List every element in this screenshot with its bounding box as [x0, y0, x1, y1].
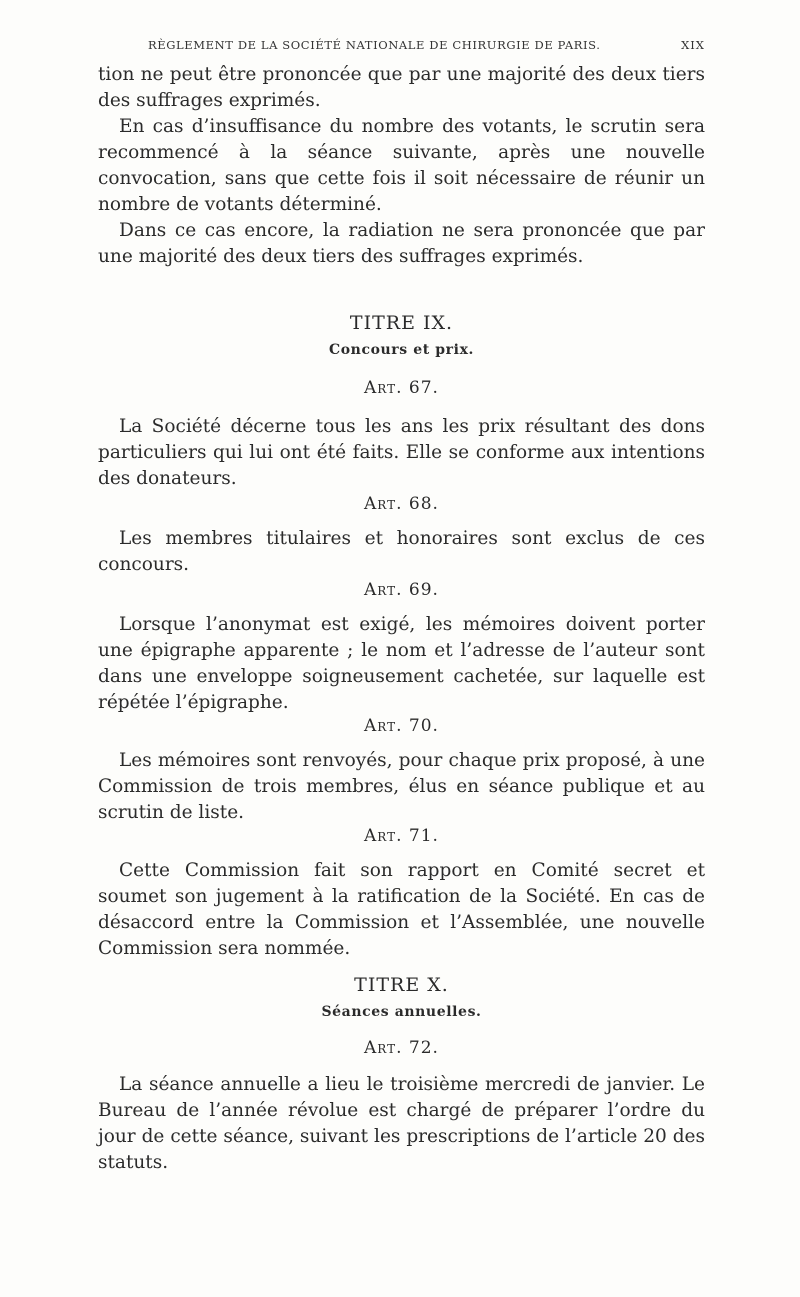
paragraph: Les membres titulaires et honoraires sont exclus de ces concours.	[98, 528, 705, 575]
page-number: XIX	[681, 38, 705, 52]
article-heading: Art. 70.	[364, 716, 439, 736]
article-heading: Art. 71.	[364, 826, 439, 846]
running-title: RÈGLEMENT DE LA SOCIÉTÉ NATIONALE DE CHIRURGIE DE PARIS.	[148, 38, 601, 52]
paragraph: Lorsque l’anonymat est exigé, les mémoires doivent porter une épigraphe apparente ; le nom et l’adresse de l’auteur sont dans une enveloppe soigneusement cachetée, sur laquelle est répétée l’épigraphe.	[98, 614, 705, 713]
page	[98, 38, 705, 1176]
running-head	[148, 38, 705, 56]
article-heading: Art. 69.	[364, 580, 439, 600]
paragraph: La Société décerne tous les ans les prix résultant des dons particuliers qui lui ont été faits. Elle se conforme aux intentions des donateurs.	[98, 416, 705, 489]
paragraph: tion ne peut être prononcée que par une majorité des deux tiers des suffrages exprimés.	[98, 64, 705, 111]
article-heading: Art. 72.	[364, 1038, 439, 1058]
article-heading: Art. 67.	[364, 378, 439, 398]
paragraph: En cas d’insuffisance du nombre des votants, le scrutin sera recommencé à la séance suivante, après une nouvelle convocation, sans que cette fois il soit nécessaire de réunir un nombre de votants déterminé.	[98, 116, 705, 215]
section-title: TITRE IX.	[349, 312, 454, 334]
section-subtitle: Séances annuelles.	[321, 1004, 482, 1020]
section-title: TITRE X.	[354, 974, 449, 996]
section-subtitle: Concours et prix.	[329, 342, 474, 358]
paragraph: Cette Commission fait son rapport en Comité secret et soumet son jugement à la ratification de la Société. En cas de désaccord entre la Commission et l’Assemblée, une nouvelle Commission sera nommée.	[98, 860, 705, 959]
paragraph: La séance annuelle a lieu le troisième mercredi de janvier. Le Bureau de l’année révolue est chargé de préparer l’ordre du jour de cette séance, suivant les prescriptions de l’article 20 des statuts.	[98, 1074, 705, 1173]
paragraph: Dans ce cas encore, la radiation ne sera prononcée que par une majorité des deux tiers des suffrages exprimés.	[98, 220, 705, 267]
article-heading: Art. 68.	[364, 494, 439, 514]
paragraph: Les mémoires sont renvoyés, pour chaque prix proposé, à une Commission de trois membres, élus en séance publique et au scrutin de liste.	[98, 750, 705, 823]
